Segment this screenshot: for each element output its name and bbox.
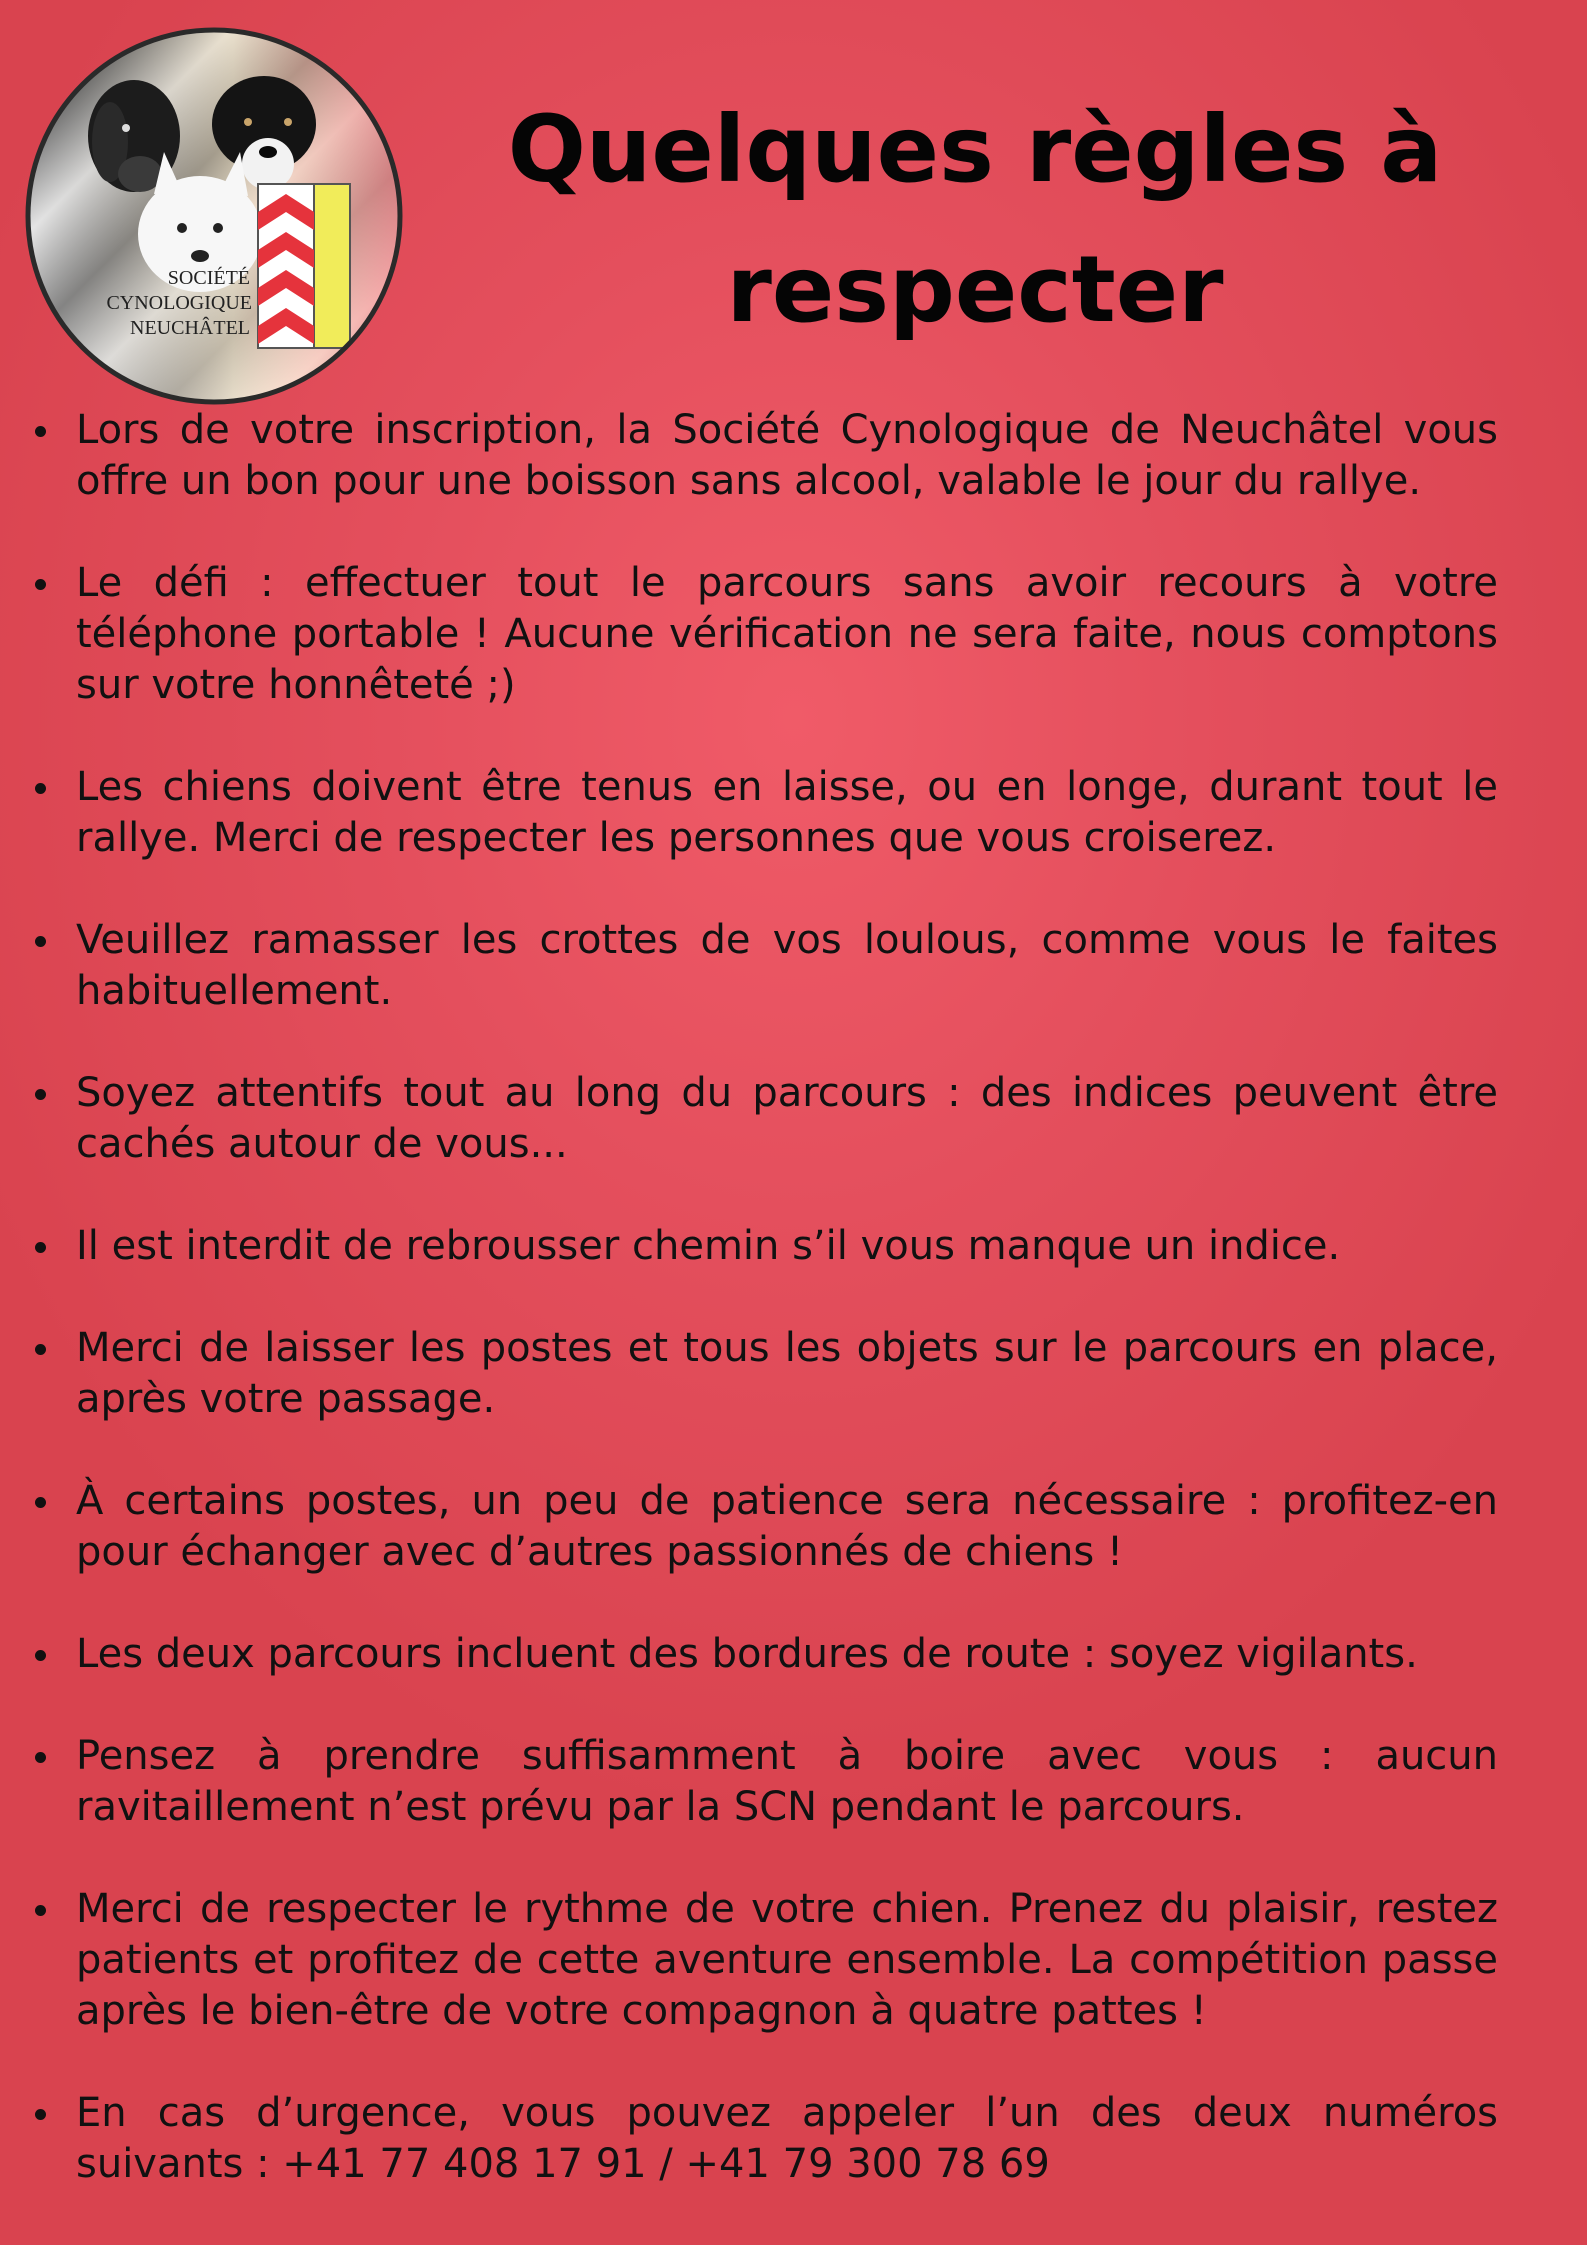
bullet-icon (35, 2109, 46, 2120)
page-title: Quelques règles à respecter (507, 96, 1443, 343)
rule-text: Soyez attentifs tout au long du parcours : des indices peuvent être cachés autour de vous... (76, 1070, 1498, 1167)
club-logo (22, 24, 406, 408)
bullet-icon (35, 579, 46, 590)
rule-item (20, 1476, 1498, 1578)
bullet-icon (35, 1905, 46, 1916)
rule-text: Il est interdit de rebrousser chemin s’il vous manque un indice. (76, 1223, 1341, 1269)
rule-text: À certains postes, un peu de patience sera nécessaire : profitez-en pour échanger avec d’autres passionnés de chiens ! (76, 1478, 1498, 1575)
bullet-icon (35, 783, 46, 794)
bullet-icon (35, 1497, 46, 1508)
rules-list (20, 405, 1498, 2241)
rule-text: Pensez à prendre suffisamment à boire avec vous : aucun ravitaillement n’est prévu par la SCN pendant le parcours. (76, 1733, 1498, 1830)
bullet-icon (35, 1242, 46, 1253)
rule-item (20, 405, 1498, 507)
rule-text: Le défi : effectuer tout le parcours sans avoir recours à votre téléphone portable ! Aucune vérification ne sera faite, nous comptons sur votre honnêteté ;) (76, 560, 1498, 708)
bullet-icon (35, 936, 46, 947)
rule-text: Lors de votre inscription, la Société Cynologique de Neuchâtel vous offre un bon pour une boisson sans alcool, valable le jour du rallye. (76, 407, 1498, 504)
rule-text: Merci de laisser les postes et tous les objets sur le parcours en place, après votre passage. (76, 1325, 1498, 1422)
logo-line-2: CYNOLOGIQUE (106, 292, 252, 314)
rule-item (20, 915, 1498, 1017)
rule-item (20, 1884, 1498, 2037)
bullet-icon (35, 1752, 46, 1763)
rule-item (20, 762, 1498, 864)
bullet-icon (35, 426, 46, 437)
bullet-icon (35, 1650, 46, 1661)
rule-text: En cas d’urgence, vous pouvez appeler l’un des deux numéros suivants : +41 77 408 17 91 / +41 79 300 78 69 (76, 2090, 1498, 2187)
rule-item (20, 2088, 1498, 2190)
rule-item (20, 558, 1498, 711)
bullet-icon (35, 1089, 46, 1100)
rule-item (20, 1731, 1498, 1833)
rule-text: Les chiens doivent être tenus en laisse, ou en longe, durant tout le rallye. Merci de respecter les personnes que vous croiserez. (76, 764, 1498, 861)
rule-item (20, 1068, 1498, 1170)
rule-text: Veuillez ramasser les crottes de vos loulous, comme vous le faites habituellement. (76, 917, 1498, 1014)
rule-item (20, 1323, 1498, 1425)
logo-line-3: NEUCHÂTEL (130, 317, 250, 339)
rule-text: Les deux parcours incluent des bordures de route : soyez vigilants. (76, 1631, 1418, 1677)
rule-item (20, 1221, 1498, 1272)
rule-text: Merci de respecter le rythme de votre chien. Prenez du plaisir, restez patients et profitez de cette aventure ensemble. La compétition passe après le bien-être de votre compagnon à quatre pattes ! (76, 1886, 1498, 2034)
rule-item (20, 1629, 1498, 1680)
bullet-icon (35, 1344, 46, 1355)
logo-line-1: SOCIÉTÉ (167, 267, 250, 289)
